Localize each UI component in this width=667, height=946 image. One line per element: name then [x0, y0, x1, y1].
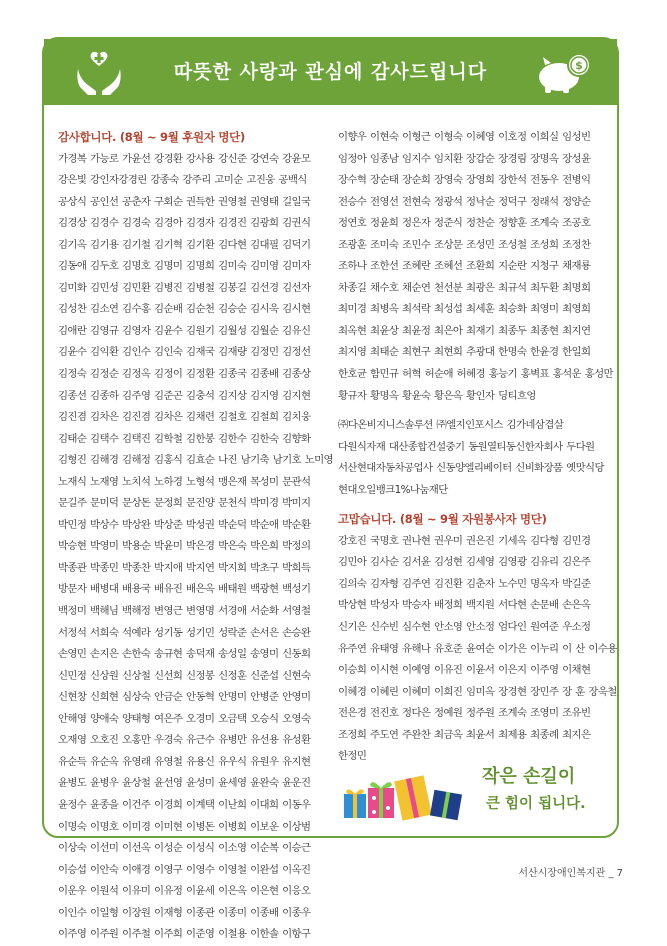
name-row: 김진겸 김차은 김진겸 김차은 김채련 김철호 김철희 김치웅 — [58, 411, 311, 424]
spacer — [338, 501, 608, 509]
page-footer: 서산시장애인복지관 _ 7 — [518, 868, 623, 879]
name-row: 유순득 유순옥 유영래 유영철 유용신 유우식 유원우 유지현 — [58, 755, 311, 768]
name-row: 이향우 이현숙 이형근 이형숙 이혜영 이호정 이희실 임성빈 — [338, 131, 591, 143]
volunteer-row: 전은경 전진호 정다은 정예원 정주원 조계숙 조영미 조유빈 — [338, 707, 591, 720]
name-row: 김동애 김두호 김명호 김명미 김명희 김미숙 김미영 김미자 — [58, 260, 311, 273]
promo-line-2: 큰 힘이 됩니다. — [486, 796, 586, 812]
sponsor-name-list-continued — [338, 127, 613, 407]
name-row: 문길주 문미덕 문상돈 문정희 문진양 문천식 박미경 박미지 — [58, 497, 311, 510]
name-row: 윤정수 윤종을 이건주 이경희 이계택 이난희 이대희 이동우 — [58, 798, 311, 811]
organization-row: 현대오일뱅크1%나눔재단 — [338, 483, 448, 496]
name-row: 박승현 박영미 박용순 박윤미 박은경 박은숙 박은희 박정의 — [58, 540, 311, 553]
volunteer-row: 이혜경 이혜린 이혜미 이희진 임미옥 장경현 장민주 장 훈 장욱철 — [338, 685, 617, 698]
name-row: 전승수 전영선 전현숙 정광석 정낙순 정덕구 정래석 정양순 — [338, 195, 591, 208]
header-banner — [44, 39, 617, 105]
organization-row: 서산현대자동차공업사 신동양엘리베이터 신비화장품 옛맛식당 — [338, 462, 604, 475]
sponsor-name-list — [58, 149, 333, 946]
name-row: 임정아 임종남 임지수 임치환 장갑순 장경림 장명옥 장성윤 — [338, 152, 591, 165]
volunteer-name-list — [338, 531, 617, 768]
name-row: 오재영 오호진 오홍만 우경숙 유근수 유병만 유선용 유성환 — [58, 734, 311, 747]
promo-block — [340, 760, 610, 826]
piggy-bank-icon — [535, 51, 593, 95]
name-row: 김종선 김종하 김주영 김준곤 김충석 김지상 김지영 김지현 — [58, 389, 311, 402]
name-row: 김기옥 김기용 김기철 김기혁 김기환 김다현 김대필 김덕기 — [58, 238, 311, 251]
banner-title: 따뜻한 사랑과 관심에 감사드립니다 — [173, 61, 488, 83]
promo-line-1: 작은 손길이 — [482, 766, 576, 787]
name-row: 손영민 손지은 손한숙 송규현 송덕재 송성일 송영미 신동회 — [58, 648, 311, 661]
name-row: 강은빛 강인자강경린 강종숙 강주리 고미순 고진웅 공백식 — [58, 174, 307, 187]
name-row: 조광훈 조미숙 조민수 조상문 조성민 조성철 조성희 조정찬 — [338, 238, 591, 251]
right-column — [338, 127, 617, 768]
volunteer-row: 김민아 김사순 김서윤 김성현 김세영 김영광 김유리 김은주 — [338, 556, 591, 569]
sponsor-heading: 감사합니다. (8월 ~ 9월 후원자 명단) — [58, 130, 245, 144]
volunteer-row: 신기은 신수빈 심수현 안소영 안소정 엄다인 원여준 우소정 — [338, 621, 591, 634]
volunteer-row: 조정희 주도연 주완찬 최금옥 최윤서 최제용 최종례 최지은 — [338, 728, 591, 741]
name-row: 이주영 이주원 이주철 이주희 이준영 이철용 이한솔 이항구 — [58, 928, 311, 941]
volunteer-heading: 고맙습니다. (8월 ~ 9월 자원봉사자 명단) — [338, 512, 547, 527]
name-row: 가경복 가능로 가윤선 강경환 강사용 강신준 강연숙 강윤모 — [58, 152, 311, 165]
name-row: 김윤수 김익환 김인수 김인숙 김재국 김재량 김정민 김정선 — [58, 346, 311, 359]
name-row: 이명숙 이명호 이미경 이미현 이병돈 이병희 이보운 이상범 — [58, 820, 311, 833]
name-row: 신민정 신상원 신상철 신선희 신정봉 신정훈 신준섭 신현숙 — [58, 669, 311, 682]
name-row: 김태순 김택수 김택진 김학철 김한봉 김한수 김한숙 김향화 — [58, 432, 311, 445]
name-row: 방문자 배병대 배용국 배유진 배은옥 배태원 백광현 백성기 — [58, 583, 311, 596]
name-row: 노재식 노재영 노치석 노하경 노형석 맹은재 목성미 문관석 — [58, 475, 311, 488]
name-row: 김형진 김해경 김해정 김홍식 김효순 나진 남기축 남기호 노미영 — [58, 454, 333, 467]
volunteer-row: 이승희 이시현 이예영 이유진 이윤서 이은지 이주영 이채현 — [338, 664, 591, 677]
name-row: 조하나 조한선 조혜란 조혜선 조환희 지순란 지청구 채재룡 — [338, 260, 591, 273]
name-row: 장수혁 장순태 장순희 장영숙 장영희 장한석 전동우 전병익 — [338, 174, 591, 187]
name-row: 백정미 백해님 백해정 변영근 변영명 서경애 서순화 서영철 — [58, 605, 311, 618]
name-row: 이승섭 이안숙 이애경 이영구 이영수 이영철 이완섭 이옥진 — [58, 863, 311, 876]
name-row: 김미화 김민성 김민환 김병진 김병철 김봉길 김선경 김선자 — [58, 281, 311, 294]
organization-row: 다원식자재 대산종합건설중기 동원열티동신한자회사 두다원 — [338, 440, 595, 453]
name-row: 김성찬 김소연 김수홍 김순배 김순천 김승순 김시욱 김시현 — [58, 303, 311, 316]
name-row: 서정석 서희숙 석예라 성기동 성기민 성락준 손서은 손승완 — [58, 626, 311, 639]
name-row: 신현창 신희현 심상숙 안금순 안동혁 안명미 안병준 안영미 — [58, 691, 311, 704]
volunteer-row: 유주연 유태영 유해나 유호준 윤여순 이가은 이누리 이 산 이수용 — [338, 642, 617, 655]
name-row: 차종길 채수호 채순연 천선분 최광은 최규석 최두환 최명희 — [338, 281, 591, 294]
name-row: 박민정 박상수 박상완 박상준 박성권 박순덕 박순애 박순환 — [58, 518, 311, 531]
name-row: 최옥현 최윤상 최윤정 최은아 최재기 최종두 최종현 최지연 — [338, 324, 591, 337]
volunteer-row: 박상현 박성자 박승자 배정희 백지원 서다현 손문배 손은옥 — [338, 599, 591, 612]
name-row: 박종관 박종민 박종찬 박지애 박지연 박지희 박초구 박희득 — [58, 561, 311, 574]
name-row: 최미경 최병옥 최석락 최성섭 최세훈 최승화 최영미 최영희 — [338, 303, 591, 316]
name-row: 최지영 최태순 최현구 최현희 추광대 한명숙 한윤경 한일희 — [338, 346, 591, 359]
sponsor-column — [58, 127, 333, 946]
volunteer-row: 김의숙 김자형 김주연 김진환 김춘자 노수민 명옥자 박길준 — [338, 577, 591, 590]
volunteer-row: 강호진 국명호 권나현 권우미 권은진 기세옥 김다형 김민경 — [338, 534, 591, 547]
name-row: 이인수 이일형 이장원 이재형 이종관 이종미 이종배 이종우 — [58, 906, 311, 919]
svg-text:$: $ — [575, 59, 583, 72]
sponsor-organization-list — [338, 415, 608, 501]
name-row: 공상식 공인선 공춘자 구회순 권득한 권영철 권영태 길일국 — [58, 195, 311, 208]
name-row: 정연호 정윤희 정은자 정준식 정찬순 정향훈 조계숙 조공호 — [338, 217, 591, 230]
name-row: 한호균 함민규 허혁 허순애 허혜경 홍능기 홍벽표 홍석운 홍성만 — [338, 368, 613, 381]
name-row: 김경상 김경수 김경숙 김경아 김경자 김경진 김광희 김권식 — [58, 217, 311, 230]
name-row: 황규자 황명옥 황윤숙 황은옥 황인자 딩티흐엉 — [338, 389, 536, 402]
name-row: 이상숙 이선미 이선옥 이성순 이성식 이소영 이순복 이승근 — [58, 842, 311, 855]
spacer — [338, 407, 608, 415]
name-row: 안해영 양애숙 양태형 여은주 오경미 오금택 오승식 오영숙 — [58, 712, 311, 725]
organization-row: ㈜다온비지니스솔루션 ㈜엘지인포시스 김가네삼겹살 — [338, 419, 564, 432]
gift-boxes-icon — [340, 764, 472, 824]
name-row: 김정숙 김정순 김정옥 김정이 김정환 김종국 김종배 김종상 — [58, 368, 311, 381]
name-row: 이운우 이원석 이유미 이유정 이윤세 이은옥 이은현 이응오 — [58, 885, 311, 898]
volunteer-row: 한정민 — [338, 750, 367, 763]
name-row: 윤병도 윤병우 윤상철 윤선영 윤성미 윤세영 윤완숙 윤운진 — [58, 777, 311, 790]
name-row: 김애란 김영규 김영자 김윤수 김원기 김월성 김월순 김유신 — [58, 324, 311, 337]
